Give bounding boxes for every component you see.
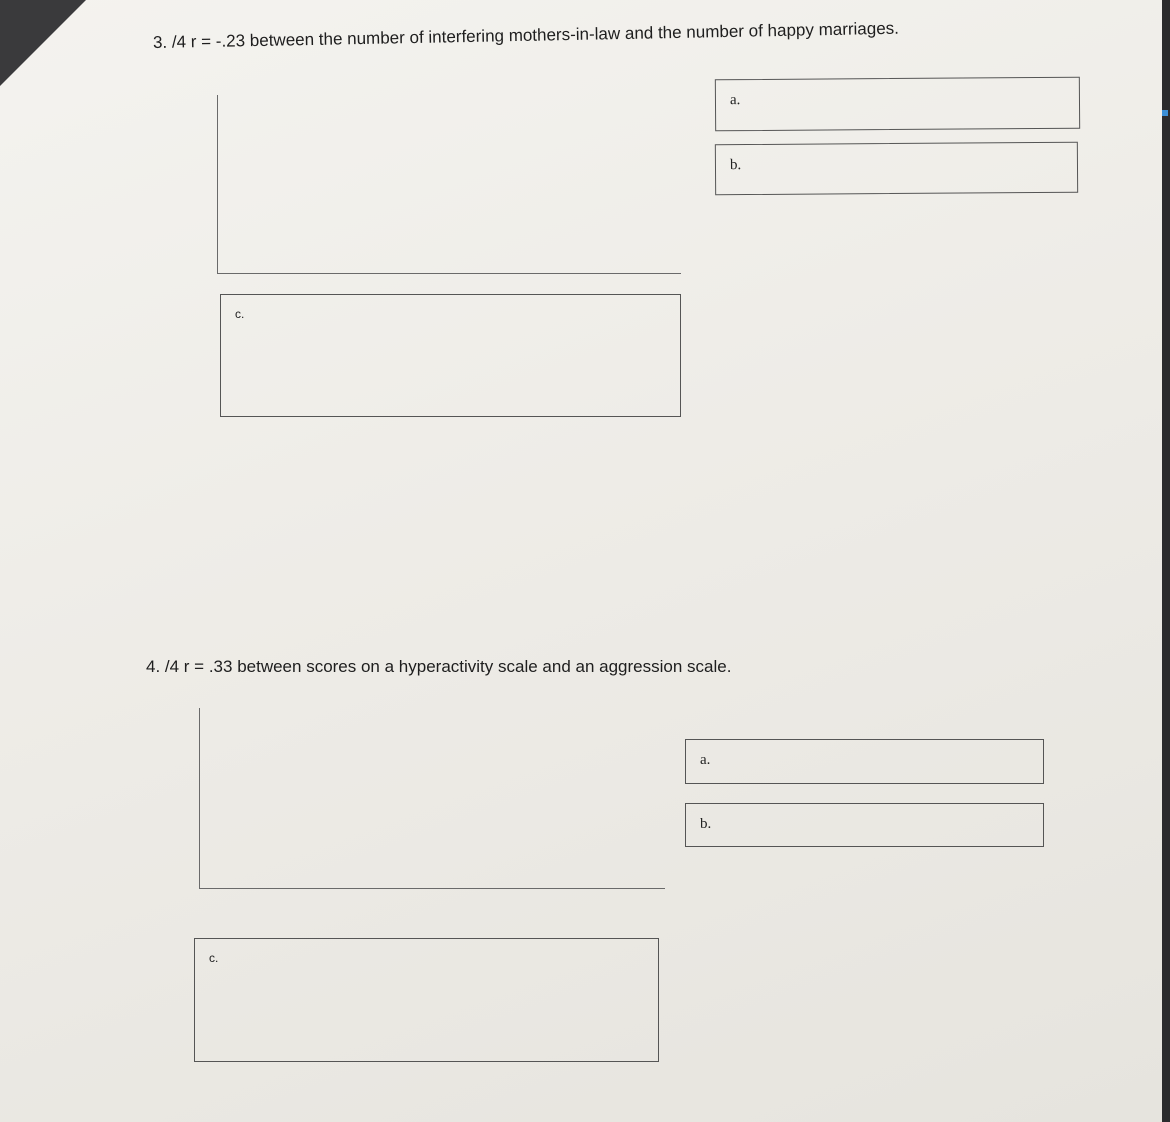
background-edge [1162,0,1170,1122]
question-3-answer-b-box[interactable] [715,142,1078,196]
question-4-graph-axes [199,708,665,889]
background-corner [0,0,86,86]
question-3-answer-c-box[interactable] [220,294,681,417]
answer-a-label: a. [700,752,711,768]
question-3-graph-axes [217,95,681,274]
question-4-answer-c-box[interactable] [194,938,659,1062]
edge-marker [1162,110,1168,116]
answer-c-label: c. [235,307,245,321]
answer-a-label: a. [729,92,741,109]
question-3-text: 3. /4 r = -.23 between the number of interfering mothers-in-law and the number of happy marriages. [152,18,900,52]
answer-b-label: b. [700,816,712,832]
question-4-answer-a-box[interactable] [685,739,1044,784]
answer-b-label: b. [729,157,742,174]
question-4-text: 4. /4 r = .33 between scores on a hyperactivity scale and an aggression scale. [146,657,732,676]
question-3-answer-a-box[interactable] [715,77,1080,132]
answer-c-label: c. [209,951,219,965]
question-4-answer-b-box[interactable] [685,803,1044,847]
